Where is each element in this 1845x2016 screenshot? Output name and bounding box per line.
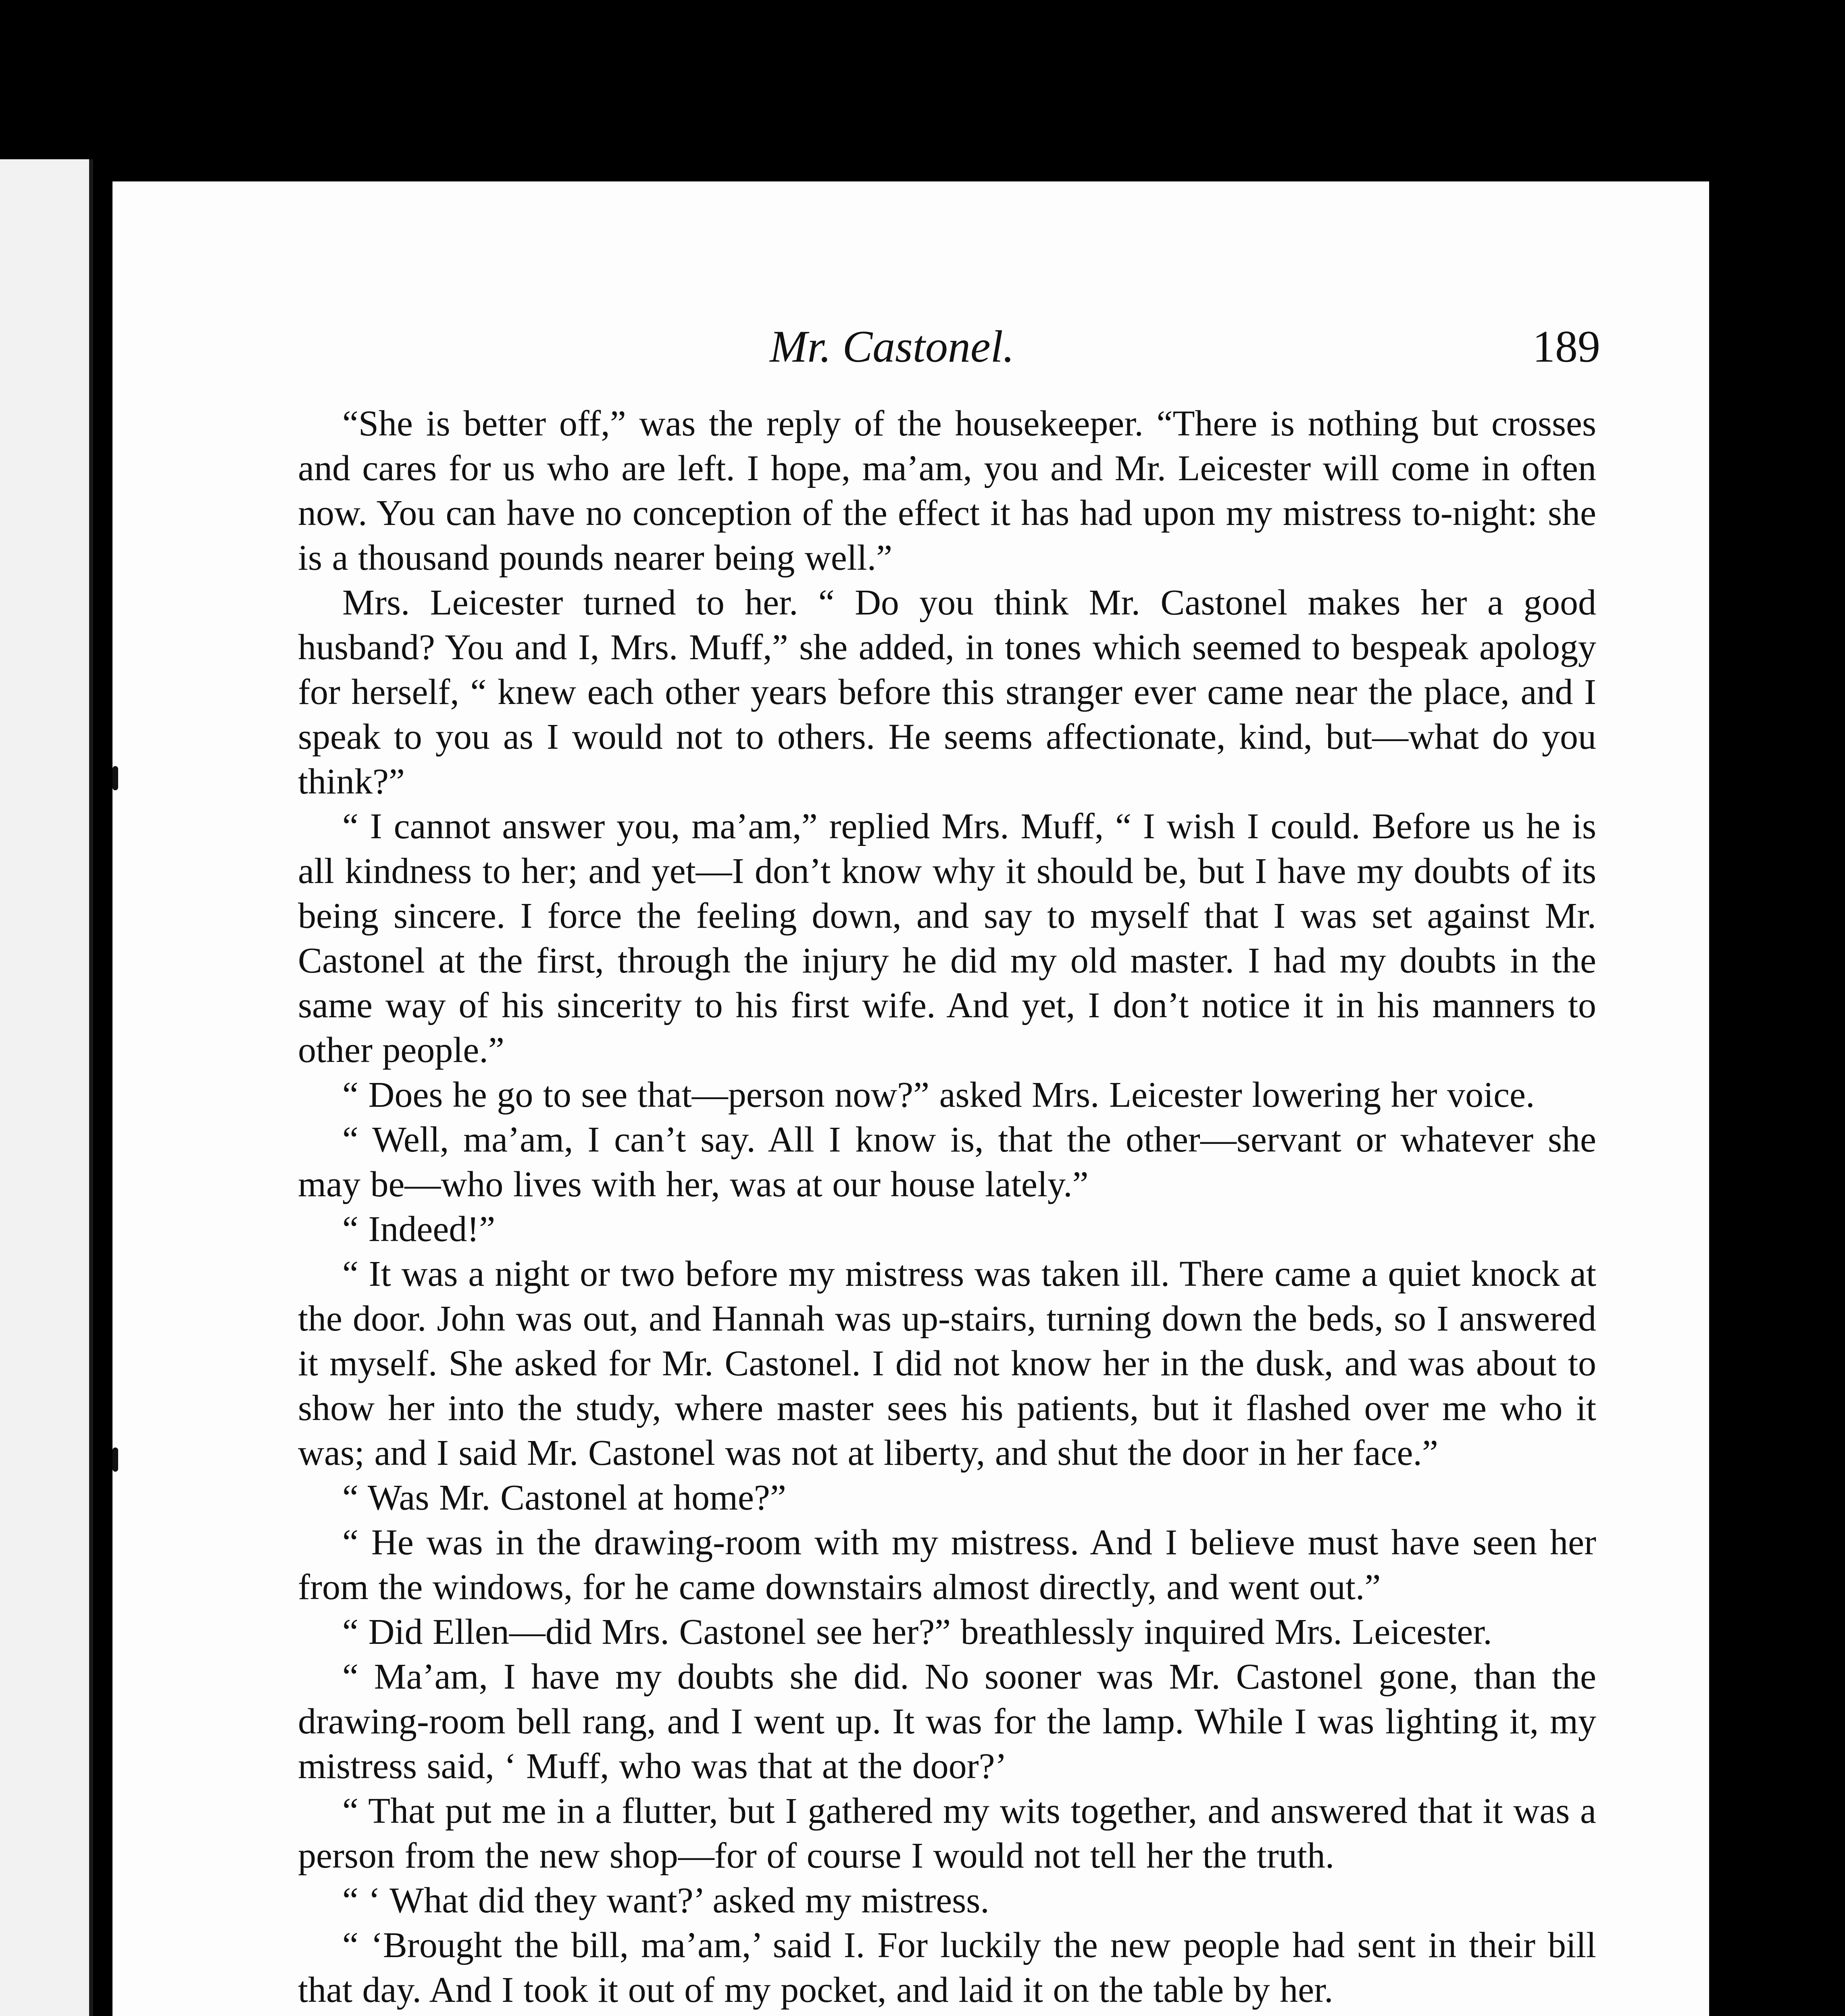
paragraph: “ ‘ What did they want?’ asked my mistress.	[342, 1881, 989, 1920]
paragraph: “ Indeed!”	[342, 1209, 496, 1249]
paragraph: “She is better off,” was the reply of the housekeeper. “There is nothing but crosses and cares for us who are left. I hope, ma’am, you and Mr. Leicester will come in often now. You can have no conception of the effect it has had upon my mistress to-night: she is a thousand pounds nearer being well.”	[298, 404, 1596, 578]
running-title: Mr. Castonel.	[770, 322, 1014, 372]
margin-mark	[112, 766, 118, 790]
paragraph: “ I cannot answer you, ma’am,” replied Mrs. Muff, “ I wish I could. Before us he is all kindness to her; and yet—I don’t know why it should be, but I have my doubts of its being sincere. I force the feeling down, and say to myself that I was set against Mr. Castonel at the first, through the injury he did my old master. I had my doubts in the same way of his sincerity to his first wife. And yet, I don’t notice it in his manners to other people.”	[298, 806, 1596, 1070]
body-text	[298, 401, 1596, 2012]
paragraph: “ That put me in a flutter, but I gathered my wits together, and answered that it was a person from the new shop—for of course I would not tell her the truth.	[298, 1791, 1596, 1876]
paragraph: “ Was Mr. Castonel at home?”	[342, 1478, 786, 1518]
paragraph: “ It was a night or two before my mistress was taken ill. There came a quiet knock at the door. John was out, and Hannah was up-stairs, turning down the beds, so I answered it myself. She asked for Mr. Castonel. I did not know her in the dusk, and was about to show her into the study, where master sees his patients, but it flashed over me who it was; and I said Mr. Castonel was not at liberty, and shut the door in her face.”	[298, 1254, 1596, 1473]
paragraph: “ Did Ellen—did Mrs. Castonel see her?” breathlessly inquired Mrs. Leicester.	[342, 1612, 1492, 1652]
margin-mark	[112, 1447, 118, 1472]
paragraph: “ ‘Brought the bill, ma’am,’ said I. For luckily the new people had sent in their bill that day. And I took it out of my pocket, and laid it on the table by her.	[298, 1925, 1596, 2010]
paragraph: “ Ma’am, I have my doubts she did. No sooner was Mr. Castonel gone, than the drawing-room bell rang, and I went up. It was for the lamp. While I was lighting it, my mistress said, ‘ Muff, who was that at the door?’	[298, 1657, 1596, 1786]
paragraph: “ Does he go to see that—person now?” asked Mrs. Leicester lowering her voice.	[342, 1075, 1535, 1115]
previous-page-edge	[0, 159, 93, 2016]
book-page	[112, 181, 1709, 2016]
running-header	[112, 314, 1709, 379]
paragraph: “ He was in the drawing-room with my mistress. And I believe must have seen her from the windows, for he came downstairs almost directly, and went out.”	[298, 1522, 1596, 1607]
paragraph: Mrs. Leicester turned to her. “ Do you think Mr. Castonel makes her a good husband? You and I, Mrs. Muff,” she added, in tones which seemed to bespeak apology for herself, “ knew each other years before this stranger ever came near the place, and I speak to you as I would not to others. He seems affectionate, kind, but—what do you think?”	[298, 583, 1596, 802]
page-number: 189	[1533, 322, 1600, 372]
paragraph: “ Well, ma’am, I can’t say. All I know is, that the other—servant or whatever she may be—who lives with her, was at our house lately.”	[298, 1120, 1596, 1204]
